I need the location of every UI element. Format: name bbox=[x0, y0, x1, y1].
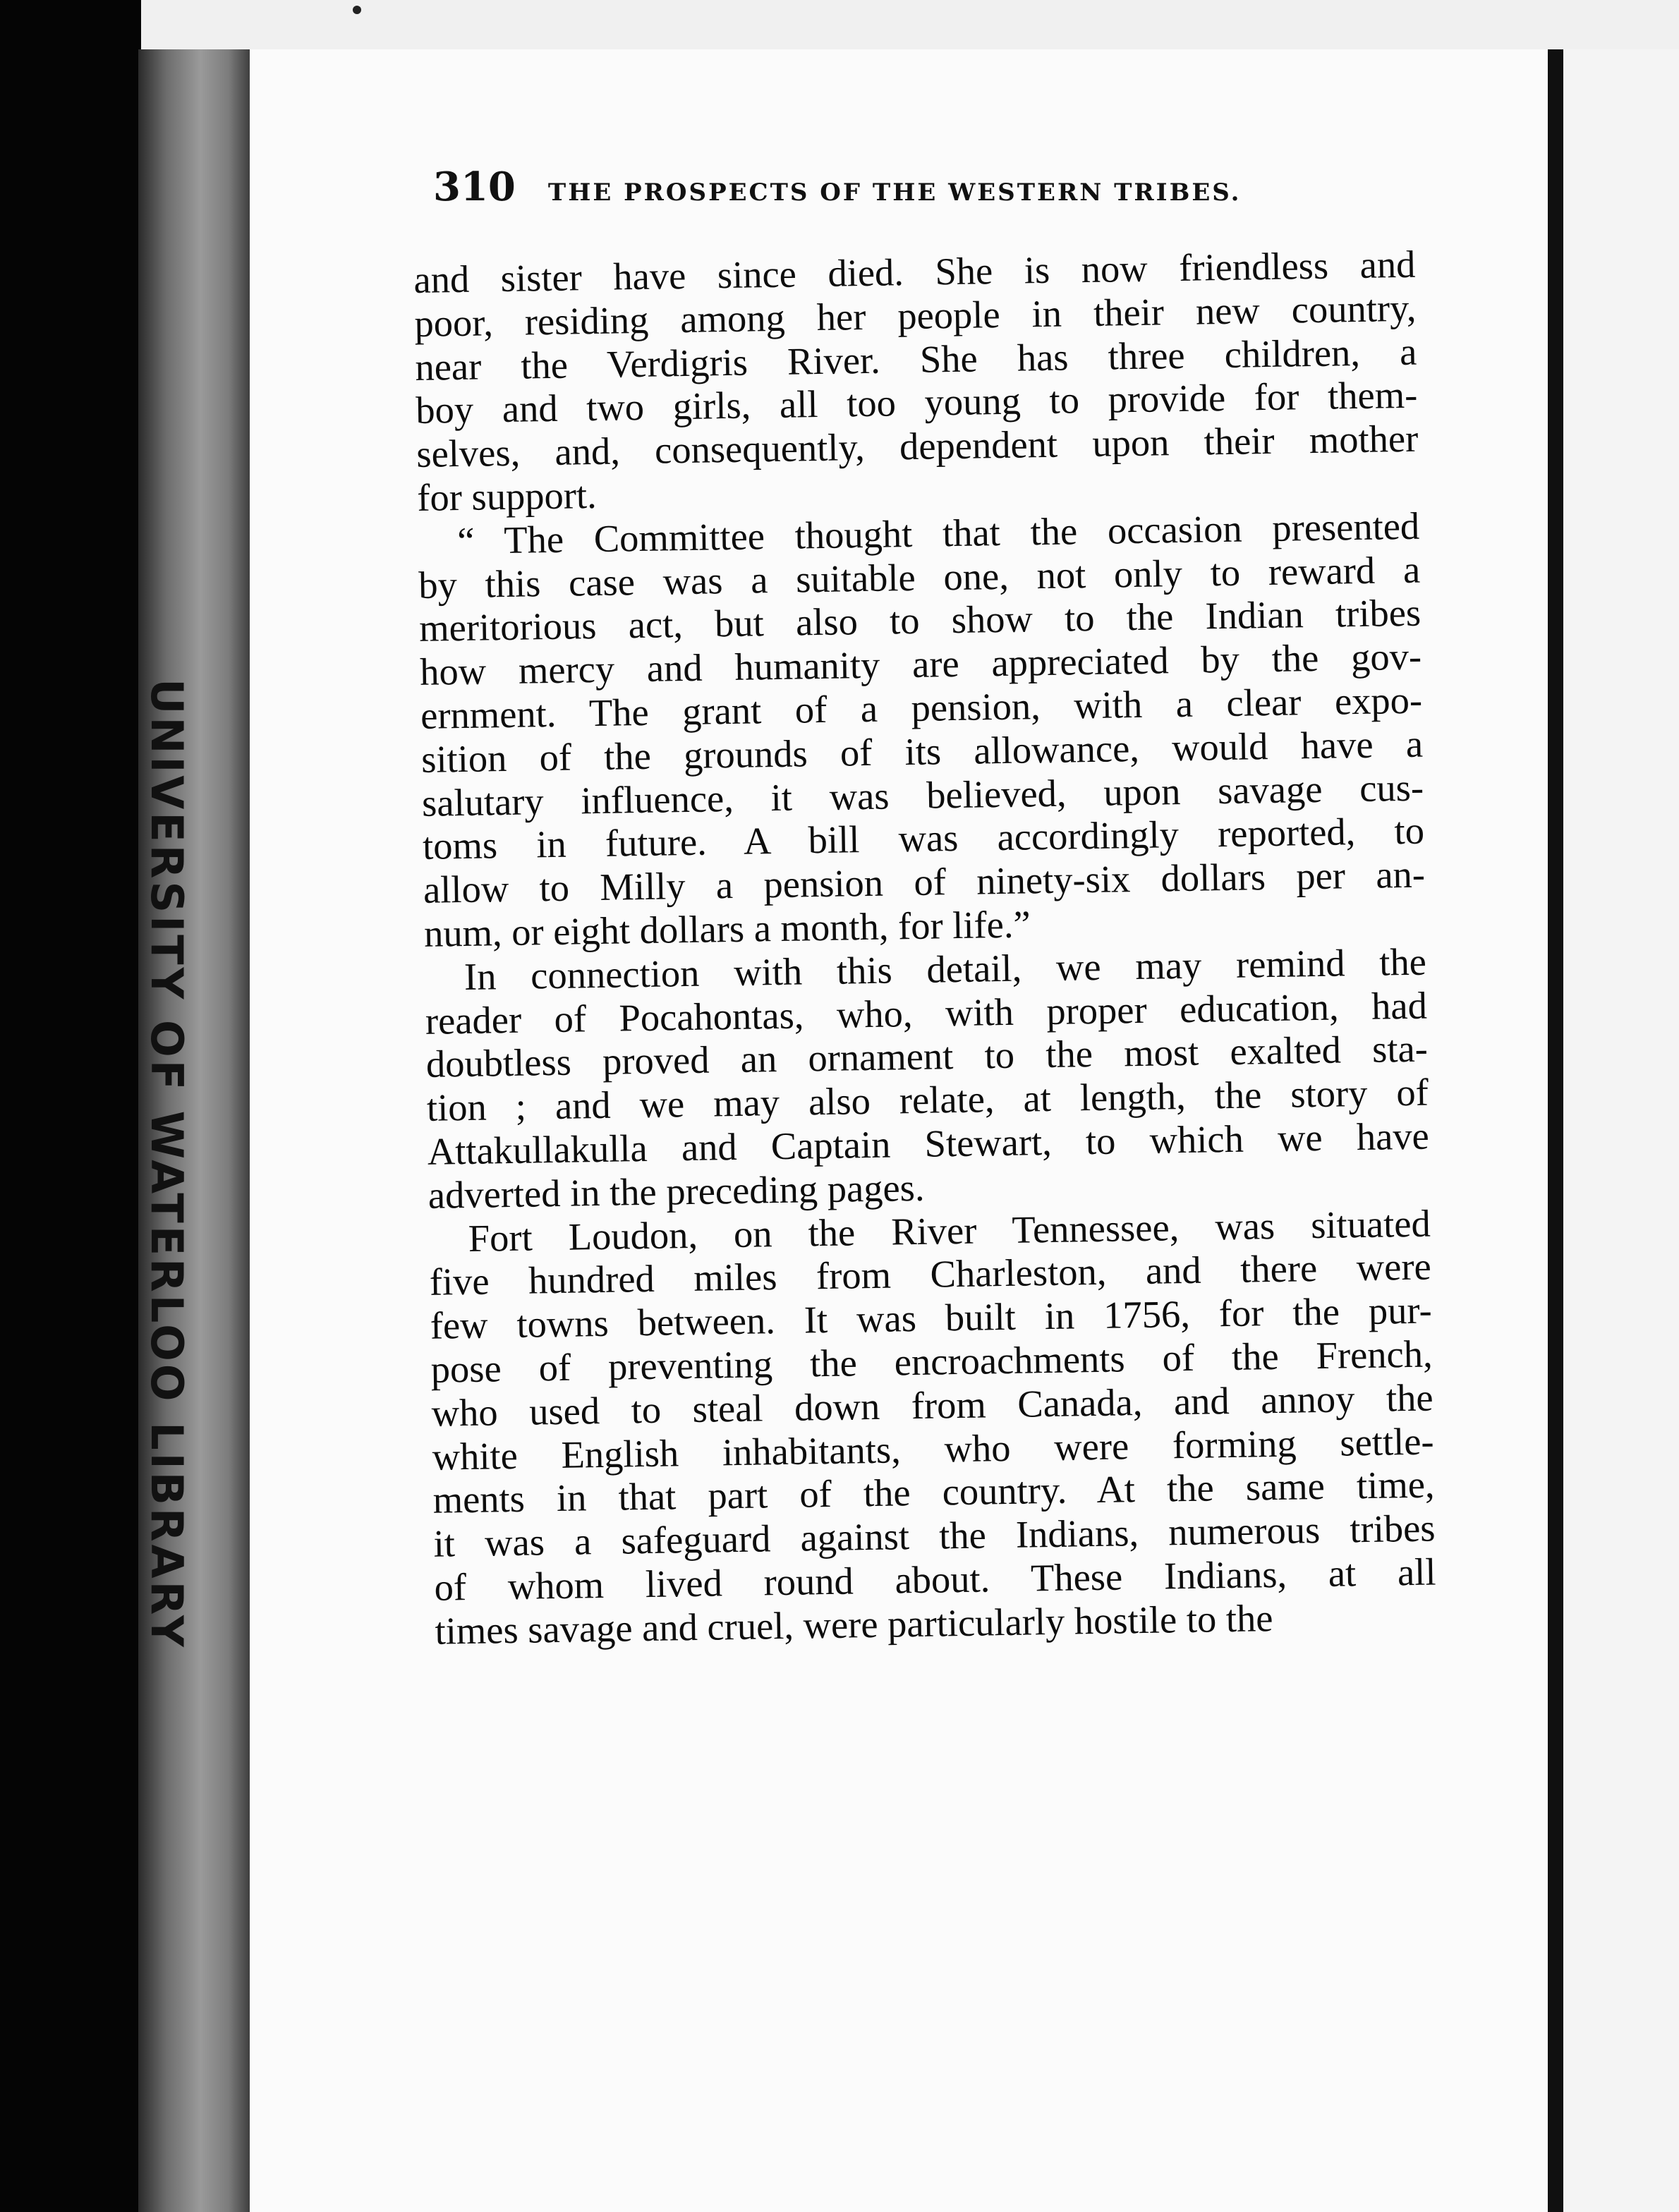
text-line: ments in that part of the country. At the same time, bbox=[432, 1462, 1435, 1522]
text-line: Attakullakulla and Captain Stewart, to which we have bbox=[427, 1114, 1430, 1173]
text-line: it was a safeguard against the Indians, numerous tribes bbox=[433, 1506, 1436, 1565]
text-line: who used to steal down from Canada, and annoy the bbox=[431, 1375, 1434, 1435]
body-text bbox=[413, 243, 1437, 1653]
text-line: five hundred miles from Charleston, and there were bbox=[429, 1244, 1432, 1304]
text-line: white English inhabitants, who were forming settle- bbox=[432, 1419, 1434, 1478]
text-line: and sister have since died. She is now friendless and bbox=[413, 242, 1416, 301]
paragraph bbox=[418, 504, 1426, 955]
text-line: doubtless proved an ornament to the most exalted sta- bbox=[425, 1026, 1429, 1086]
text-line: ernment. The grant of a pension, with a clear expo- bbox=[420, 678, 1423, 737]
text-line: adverted in the preceding pages. bbox=[428, 1165, 925, 1217]
scan-left-margin bbox=[0, 0, 141, 2212]
page-gutter bbox=[1548, 49, 1563, 2212]
text-line: toms in future. A bill was accordingly reported, to bbox=[422, 808, 1425, 868]
text-line: near the Verdigris River. She has three children, a bbox=[414, 329, 1417, 389]
text-line: “ The Committee thought that the occasion presented bbox=[456, 504, 1420, 562]
facing-page-edge bbox=[1563, 49, 1679, 2212]
text-line: by this case was a suitable one, not only to reward a bbox=[418, 547, 1421, 607]
text-line: tion ; and we may also relate, at length, the story of bbox=[426, 1070, 1429, 1129]
text-line: selves, and, consequently, dependent upon their mother bbox=[416, 416, 1419, 476]
text-line: boy and two girls, all too young to provide for them- bbox=[415, 373, 1418, 432]
text-line: few towns between. It was built in 1756, for the pur- bbox=[430, 1288, 1433, 1347]
paragraph bbox=[428, 1201, 1437, 1653]
text-line: times savage and cruel, were particularly hostile to the bbox=[435, 1596, 1273, 1653]
text-line: reader of Pocahontas, who, with proper education, had bbox=[425, 983, 1428, 1043]
text-line: allow to Milly a pension of ninety-six dollars per an- bbox=[423, 852, 1426, 912]
text-line: of whom lived round about. These Indians, at all bbox=[434, 1550, 1436, 1609]
running-head bbox=[433, 164, 1350, 213]
text-line: In connection with this detail, we may remind the bbox=[463, 940, 1427, 998]
text-line: sition of the grounds of its allowance, would have a bbox=[420, 722, 1424, 781]
text-line: how mercy and humanity are appreciated by the gov- bbox=[419, 634, 1422, 694]
text-line: salutary influence, it was believed, upon savage cus- bbox=[421, 765, 1424, 825]
scan-top-band bbox=[0, 0, 1679, 49]
library-stamp bbox=[124, 635, 209, 1693]
scan-speck bbox=[353, 6, 361, 14]
page-number: 310 bbox=[433, 164, 516, 210]
text-line: meritorious act, but also to show to the Indian tribes bbox=[418, 591, 1422, 650]
paragraph bbox=[413, 243, 1419, 520]
text-line: pose of preventing the encroachments of the French, bbox=[430, 1332, 1433, 1391]
paragraph bbox=[425, 940, 1431, 1217]
text-line: num, or eight dollars a month, for life.” bbox=[423, 902, 1031, 955]
text-line: for support. bbox=[416, 473, 598, 519]
library-stamp-text: UNIVERSITY OF WATERLOO LIBRARY bbox=[140, 678, 193, 1650]
text-line: poor, residing among her people in their new country, bbox=[413, 286, 1417, 345]
running-title: THE PROSPECTS OF THE WESTERN TRIBES. bbox=[547, 178, 1242, 207]
text-line: Fort Loudon, on the River Tennessee, was situated bbox=[468, 1201, 1431, 1260]
